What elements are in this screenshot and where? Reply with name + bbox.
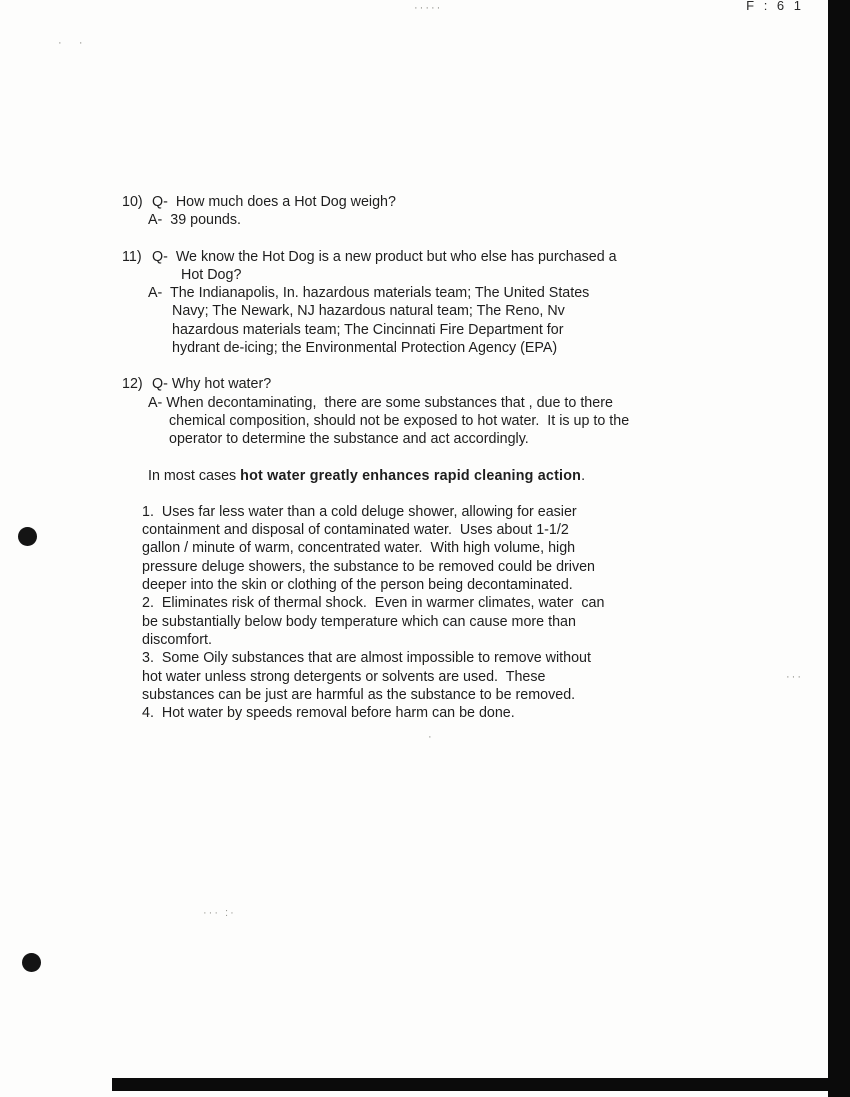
text-line: hazardous materials team; The Cincinnati Fire Department for — [172, 321, 564, 338]
hole-punch-bottom — [22, 953, 41, 972]
qa-number: 10) — [122, 194, 143, 210]
qa-item-10 — [122, 193, 722, 230]
scan-edge-right — [828, 0, 850, 1097]
text-line: substances can be just are harmful as the substance to be removed. — [142, 686, 576, 703]
qa-question — [152, 248, 722, 285]
hole-punch-top — [18, 527, 37, 546]
emphasis-line — [148, 467, 722, 485]
scan-artifact: ····· — [414, 2, 443, 14]
scan-artifact: ··· — [786, 671, 803, 683]
scan-artifact: ··· :· — [203, 907, 236, 919]
text-line: hot water unless strong detergents or solvents are used. These — [142, 668, 546, 685]
text-line: Q- How much does a Hot Dog weigh? — [152, 194, 396, 210]
text-line: Navy; The Newark, NJ hazardous natural team; The Reno, Nv — [172, 303, 565, 320]
scan-edge-bottom — [112, 1078, 830, 1091]
qa-answer — [148, 211, 722, 229]
text-line: 2. Eliminates risk of thermal shock. Even in warmer climates, water can — [142, 595, 605, 612]
qa-item-12 — [122, 375, 722, 448]
numbered-points — [142, 503, 722, 723]
text-line: gallon / minute of warm, concentrated water. With high volume, high — [142, 540, 576, 557]
text-line: Q- We know the Hot Dog is a new product but who else has purchased a — [152, 248, 617, 265]
text-line: 4. Hot water by speeds removal before harm can be done. — [142, 705, 515, 722]
emphasis-suffix: . — [581, 467, 586, 484]
text-line: A- The Indianapolis, In. hazardous materials team; The United States — [148, 285, 590, 302]
text-line: Hot Dog? — [181, 266, 242, 283]
text-line: 3. Some Oily substances that are almost impossible to remove without — [142, 650, 591, 667]
qa-question — [152, 193, 722, 211]
qa-item-11 — [122, 248, 722, 358]
fax-page-code: F : 6 1 — [746, 0, 804, 13]
text-line: hydrant de-icing; the Environmental Protection Agency (EPA) — [172, 340, 558, 357]
scan-artifact: · · — [58, 37, 85, 49]
text-line: A- 39 pounds. — [148, 212, 241, 229]
qa-answer — [148, 284, 722, 357]
qa-number: 11) — [122, 248, 142, 265]
emphasis-bold-text: hot water greatly enhances rapid cleaning action — [240, 467, 582, 484]
text-line: 1. Uses far less water than a cold deluge shower, allowing for easier — [142, 503, 577, 520]
text-line: pressure deluge showers, the substance to be removed could be driven — [142, 558, 596, 575]
qa-question — [152, 375, 722, 393]
emphasis-prefix: In most cases — [148, 467, 241, 484]
text-line: A- When decontaminating, there are some substances that , due to there — [148, 394, 613, 411]
text-line: be substantially below body temperature which can cause more than — [142, 613, 576, 630]
text-line: deeper into the skin or clothing of the person being decontaminated. — [142, 577, 573, 594]
text-line: operator to determine the substance and act accordingly. — [169, 431, 529, 448]
document-content — [122, 193, 722, 722]
text-line: containment and disposal of contaminated water. Uses about 1-1/2 — [142, 522, 569, 539]
qa-number: 12) — [122, 376, 143, 393]
scan-artifact: · — [428, 731, 434, 743]
text-line: chemical composition, should not be exposed to hot water. It is up to the — [169, 412, 630, 429]
text-line: Q- Why hot water? — [152, 376, 272, 393]
qa-answer — [148, 394, 722, 449]
text-line: discomfort. — [142, 631, 212, 648]
